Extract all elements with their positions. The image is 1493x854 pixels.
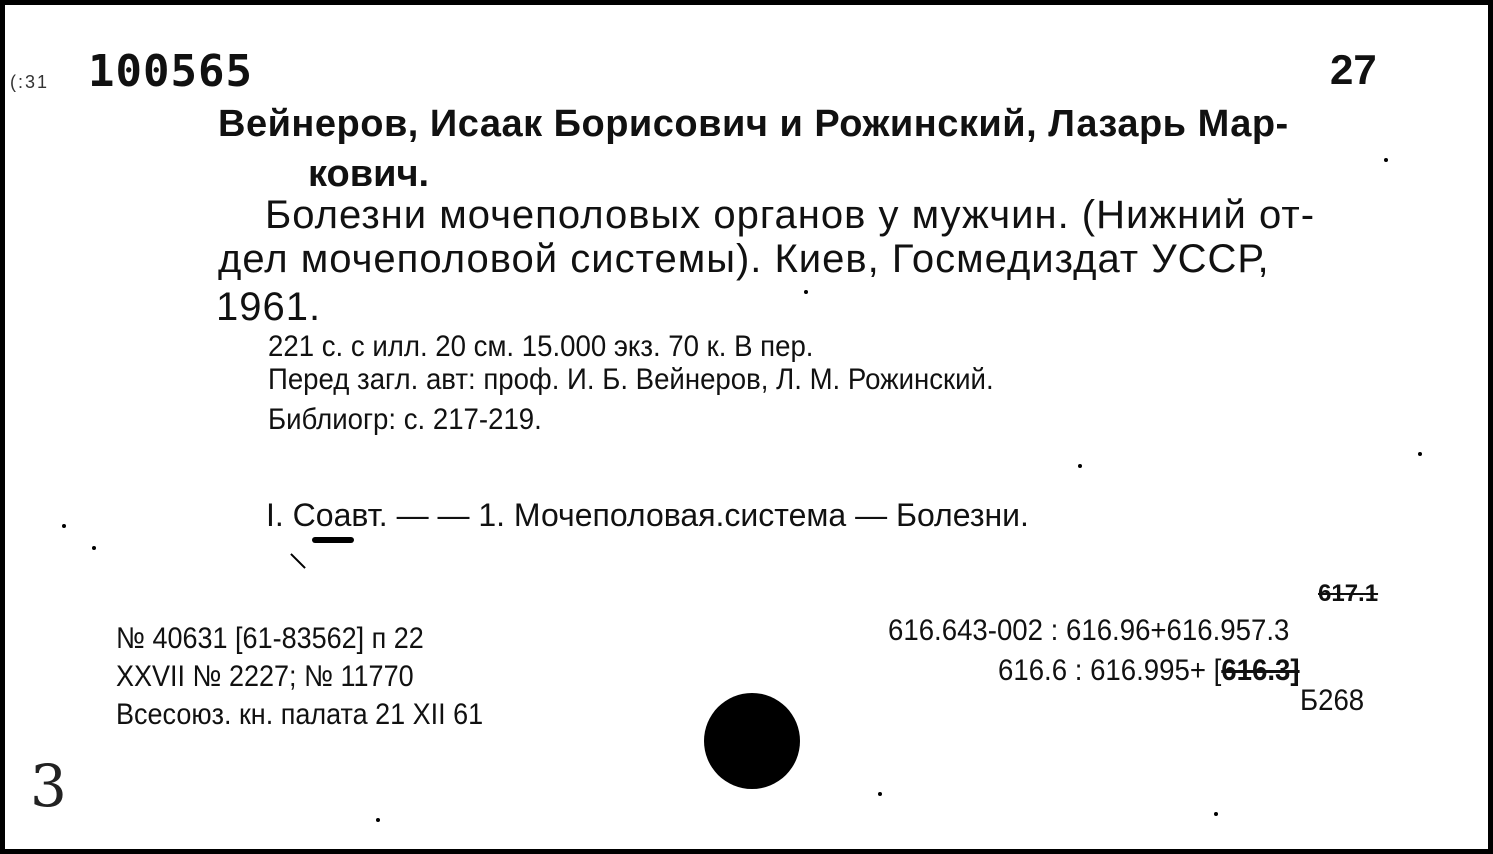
title-line-3: 1961. [216,285,322,329]
speck [62,524,66,528]
registration-line-3: Всесоюз. кн. палата 21 XII 61 [116,698,484,731]
registration-line-1: № 40631 [61-83562] п 22 [116,622,424,655]
classification-line-1: 616.643-002 : 616.96+616.957.3 [888,614,1290,647]
page-number: 27 [1330,46,1377,93]
speck [804,290,808,294]
speck [92,546,96,550]
speck [376,818,380,822]
corner-marks: (:31 [10,72,50,92]
details-line-2: Перед загл. авт: проф. И. Б. Вейнеров, Л. М. Рожинский. [268,363,994,396]
title-line-2: дел мочеполовой системы). Киев, Госмедиздат УССР, [218,237,1270,281]
struck-classification: 617.1 [1318,580,1379,607]
authors-line-2: кович. [308,153,430,195]
title-line-1: Болезни мочеполовых органов у мужчин. (Нижний от- [265,193,1316,237]
underline-mark [312,537,354,543]
speck [1384,158,1388,162]
classification-line-2-prefix: 616.6 : 616.995+ [ [998,654,1222,687]
subject-headings: I. Соавт. — — 1. Мочеполовая.система — Болезни. [266,497,1029,533]
classification-line-3: Б268 [1300,684,1365,717]
classification-line-2-struck: 616.3] [1221,654,1300,687]
registration-line-2: XXVII № 2227; № 11770 [116,660,414,693]
classification-line-2 [998,654,1300,688]
call-number: 100565 [88,46,253,97]
speck [878,792,882,796]
speck [1418,452,1422,456]
details-line-3: Библиогр: с. 217-219. [268,403,542,436]
punch-hole [704,693,800,789]
pencil-number: 3 [30,752,67,820]
authors-line-1: Вейнеров, Исаак Борисович и Рожинский, Лазарь Мар- [218,103,1289,145]
details-line-1: 221 с. с илл. 20 см. 15.000 экз. 70 к. В пер. [268,330,814,363]
speck [1078,464,1082,468]
speck [1214,812,1218,816]
